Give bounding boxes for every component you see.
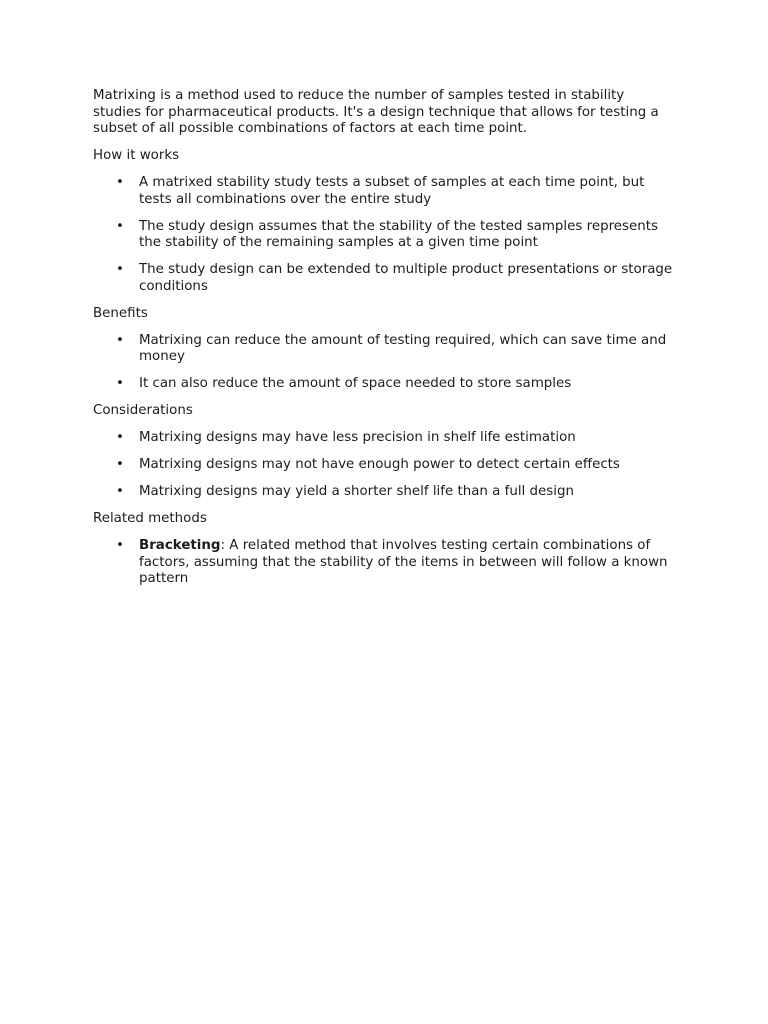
list-item [93,219,673,252]
list-item-text: The study design assumes that the stability of the tested samples represents the stability of the remaining samples at a given time point [139,218,658,250]
list-item [93,333,673,366]
list-item [93,262,673,295]
bullet-icon: • [116,457,124,472]
bullet-list [93,333,673,393]
list-item [93,484,673,501]
document-content [93,88,673,598]
bullet-icon: • [116,430,124,445]
bullet-list [93,175,673,295]
list-item-text: : A related method that involves testing certain combinations of factors, assuming that the stability of the items in between will follow a known pattern [139,538,668,586]
intro-paragraph: Matrixing is a method used to reduce the number of samples tested in stability studies for pharmaceutical products. It's a design technique that allows for testing a subset of all possible combinations of factors at each time point. [93,88,659,136]
bullet-list [93,430,673,501]
list-item-text: A matrixed stability study tests a subset of samples at each time point, but tests all combinations over the entire study [139,175,645,207]
list-item [93,430,673,447]
bullet-icon: • [116,218,124,234]
section-heading: Related methods [93,511,207,526]
list-item-text: Matrixing designs may yield a shorter shelf life than a full design [139,484,574,499]
list-item-text: It can also reduce the amount of space needed to store samples [139,376,572,391]
section-related-methods [93,511,673,588]
section-heading: Benefits [93,305,148,321]
bullet-icon: • [116,262,124,277]
bullet-icon: • [116,175,124,190]
list-item-text: Matrixing designs may have less precision in shelf life estimation [139,430,576,445]
list-item [93,376,673,393]
bullet-icon: • [116,484,124,499]
section-heading: How it works [93,148,180,163]
list-item [93,538,673,588]
list-item-term: Bracketing [139,538,221,553]
list-item [93,175,673,208]
bullet-icon: • [116,376,124,391]
section-benefits [93,306,673,393]
bullet-icon: • [116,538,124,553]
list-item [93,457,673,474]
list-item-text: Matrixing can reduce the amount of testing required, which can save time and money [139,332,667,364]
section-considerations [93,403,673,501]
bullet-icon: • [116,332,124,348]
list-item-text: Matrixing designs may not have enough power to detect certain effects [139,457,620,472]
section-how-it-works [93,148,673,295]
section-heading: Considerations [93,403,193,418]
list-item-text: The study design can be extended to multiple product presentations or storage conditions [139,262,673,294]
bullet-list [93,538,673,588]
